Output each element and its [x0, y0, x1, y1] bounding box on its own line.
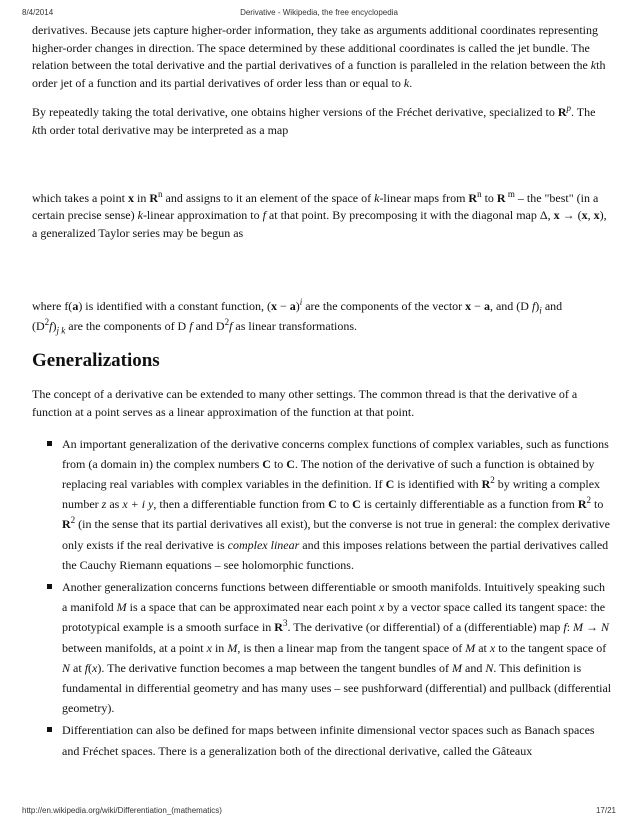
print-page-number: 17/21	[595, 806, 616, 815]
print-header	[0, 6, 638, 20]
bullet-icon	[47, 441, 52, 446]
paragraph-k-linear-map: which takes a point x in $R^n$ and assigns to it an element of the space of k-linear maps from $R^n$ to R $^m$ – the "best" (in a certain precise sense) k-linear approximation to f at that point. By precomposing it with the diagonal map Δ, x → (x, x), a generalized Taylor series may be begun as	[32, 188, 607, 240]
paragraph-generalizations-intro: The concept of a derivative can be extended to many other settings. The common thread is that the derivative of a function at a point serves as a linear approximation of the function at that point.	[32, 387, 578, 419]
bullet-icon	[47, 727, 52, 732]
section-heading-generalizations: Generalizations	[32, 350, 160, 372]
print-footer	[0, 806, 638, 818]
paragraph-jet-bundle: derivatives. Because jets capture higher-order information, they take as arguments additional coordinates representing higher-order changes in direction. The space determined by these additional coordinates is called the jet bundle. The relation between the total derivative and the partial derivatives of a function is paralleled in the relation between the kth order jet of a function and its partial derivatives of order less than or equal to k.	[32, 23, 606, 90]
print-url: http://en.wikipedia.org/wiki/Differentiation_(mathematics)	[22, 806, 222, 815]
paragraph-higher-frechet: By repeatedly taking the total derivative, one obtains higher versions of the Fréchet derivative, specialized to $R^p$. The kth order total derivative may be interpreted as a map	[32, 103, 596, 137]
print-date: 8/4/2014	[22, 8, 54, 17]
list-item-manifolds: Another generalization concerns functions between differentiable or smooth manifolds. Intuitively speaking such a manifold M is a space that can be approximated near each point x by a vector space called its tangent space: the prototypical example is a smooth surface in $R^3$. The derivative (or differential) of a (differentiable) map f: M → N between manifolds, at a point x in M, is then a linear map from the tangent space of M at x to the tangent space of N at f(x). The derivative function becomes a map between the tangent bundles of M and N. This definition is fundamental in differential geometry and has many uses – see pushforward (differential) and pullback (differential geometry).	[62, 577, 612, 718]
list-item-complex-functions: An important generalization of the derivative concerns complex functions of complex variables, such as functions from (a domain in) the complex numbers C to C. The notion of the derivative of such a function is obtained by replacing real variables with complex variables in the definition. If C is identified with $R^2$ by writing a complex number z as x + i y, then a differentiable function from C to C is certainly differentiable as a function from $R^2$ to $R^2$ (in the sense that its partial derivatives all exist), but the converse is not true in general: the complex derivative only exists if the real derivative is complex linear and this imposes relations between the partial derivatives called the Cauchy Riemann equations – see holomorphic functions.	[62, 434, 612, 575]
bullet-icon	[47, 584, 52, 589]
list-item-infinite-dimensional: Differentiation can also be defined for maps between infinite dimensional vector spaces such as Banach spaces and Fréchet spaces. There is a generalization both of the directional derivative, called the Gâteaux	[62, 720, 612, 760]
print-page-title: Derivative - Wikipedia, the free encyclopedia	[240, 8, 398, 17]
generalizations-list	[32, 434, 612, 761]
complex-linear-link[interactable]: complex linear	[227, 537, 300, 552]
paragraph-taylor-components: where f(a) is identified with a constant function, $(x - a)^i$ are the components of the vector x − a, and (D $f)_i$ and $(D^2f)_{j k}$ are the components of D f and $D^2f$ as linear transformations.	[32, 297, 563, 336]
article-body	[32, 22, 612, 763]
